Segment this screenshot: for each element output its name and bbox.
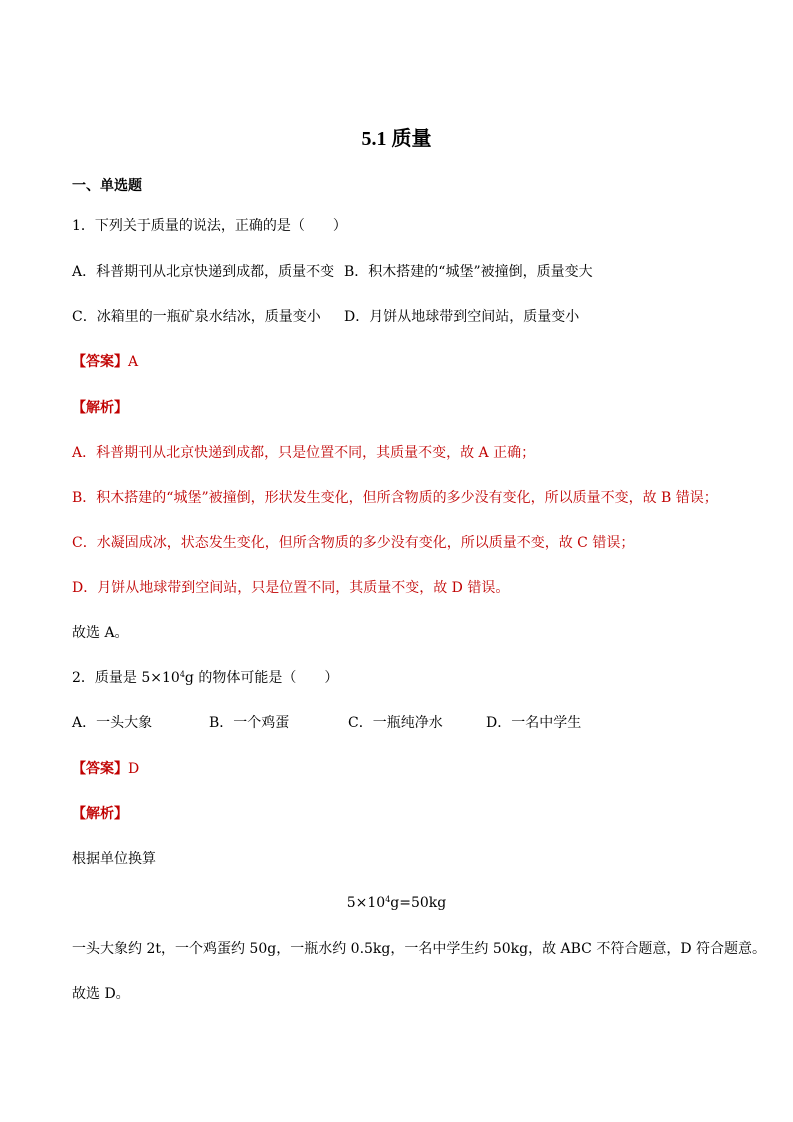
question-2-analysis-tag: 【解析】 [72,806,128,822]
question-1-options-row-2 [72,307,722,327]
question-2-stem-exponent: 4 [179,670,185,679]
question-2-option-b: B．一个鸡蛋 [209,715,290,731]
formula-exponent: 4 [385,895,391,904]
question-2-stem-post: g 的物体可能是（ ） [184,670,339,686]
question-1-analysis-b: B．积木搭建的“城堡”被撞倒，形状发生变化，但所含物质的多少没有变化，所以质量不变，故 B 错误； [72,490,718,506]
question-1-analysis-d: D．月饼从地球带到空间站，只是位置不同，其质量不变，故 D 错误。 [72,580,510,596]
question-2-answer [72,759,139,779]
answer-value: A [128,354,139,370]
question-1-option-c: C．冰箱里的一瓶矿泉水结冰，质量变小 [72,309,321,325]
question-1-stem: 1．下列关于质量的说法，正确的是（ ） [72,218,347,234]
question-1-answer [72,352,138,372]
question-1-analysis-c: C．水凝固成冰，状态发生变化，但所含物质的多少没有变化，所以质量不变，故 C 错误； [72,535,635,551]
question-2-analysis-intro: 根据单位换算 [72,851,156,867]
question-1-analysis-tag: 【解析】 [72,400,128,416]
question-2-formula [0,893,793,913]
formula-pre: 5×10 [346,895,386,911]
answer-tag: 【答案】 [72,761,128,777]
section-heading: 一、单选题 [72,178,142,194]
formula-post: g=50kg [390,895,447,911]
question-2-stem [72,668,338,688]
question-2-options-row [72,713,722,733]
question-2-option-d: D．一名中学生 [486,715,582,731]
question-1-options-row-1 [72,262,722,282]
question-2-conclusion: 故选 D。 [72,986,130,1002]
page-title: 5.1 质量 [361,128,432,150]
question-1-option-a: A．科普期刊从北京快递到成都，质量不变 [72,264,335,280]
question-2-option-a: A．一头大象 [72,715,153,731]
answer-value: D [128,761,140,777]
question-1-analysis-a: A．科普期刊从北京快递到成都，只是位置不同，其质量不变，故 A 正确； [72,445,536,461]
question-2-analysis-text: 一头大象约 2t，一个鸡蛋约 50g，一瓶水约 0.5kg，一名中学生约 50kg，故 ABC 不符合题意，D 符合题意。 [72,941,767,957]
question-1-option-d: D．月饼从地球带到空间站，质量变小 [344,309,580,325]
question-1-option-b: B．积木搭建的“城堡”被撞倒，质量变大 [344,264,593,280]
answer-tag: 【答案】 [72,354,128,370]
question-1-conclusion: 故选 A。 [72,625,129,641]
question-2-stem-pre: 2．质量是 5×10 [72,670,180,686]
question-2-option-c: C．一瓶纯净水 [348,715,443,731]
